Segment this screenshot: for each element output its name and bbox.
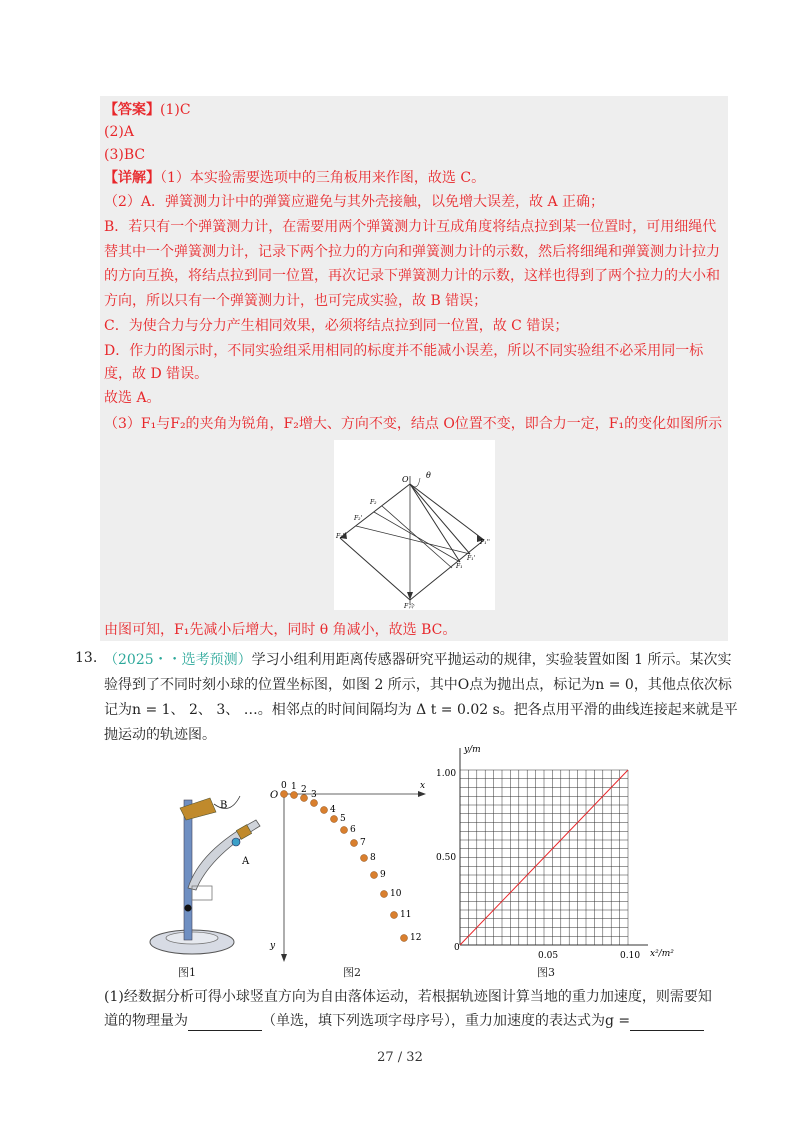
trajectory-point-label: 6 xyxy=(350,825,356,835)
answer-2: (2)A xyxy=(104,124,134,140)
label-a: A xyxy=(242,856,250,867)
y-axis-label: y xyxy=(270,941,276,951)
question-line-3: 记为n = 1、 2、 3、 …。相邻点的时间间隔均为 Δ t = 0.02 s。把各点用平滑的曲线连接起来就是平 xyxy=(104,702,738,718)
force-diagram-svg xyxy=(334,440,495,610)
origin-label: O xyxy=(270,790,279,801)
theta-arc xyxy=(410,478,420,487)
detail-line-1: 【详解】（1）本实验需要选项中的三角板用来作图，故选 C。 xyxy=(104,170,486,186)
trajectory-point xyxy=(381,891,388,898)
figure-row xyxy=(0,740,800,980)
label-f1-double-prime: F₁'' xyxy=(480,539,490,546)
f2-line xyxy=(340,484,410,538)
trajectory-point xyxy=(401,935,408,942)
chart-x-label: x²/m² xyxy=(650,949,674,959)
stand-pole xyxy=(184,800,192,940)
trajectory-point-label: 10 xyxy=(390,889,402,899)
trajectory-point-label: 9 xyxy=(380,870,386,880)
f2-parallel-line xyxy=(410,540,484,600)
label-f1: F₁ xyxy=(456,563,463,570)
force-diagram xyxy=(334,440,495,610)
x-arrow xyxy=(418,791,426,797)
detail-2b2: 替其中一个弹簧测力计，记录下两个拉力的方向和弹簧测力计的示数，然后将细绳和弹簧测力计拉力 xyxy=(104,244,720,260)
fig2-caption: 图2 xyxy=(343,966,361,979)
trajectory-point-label: 0 xyxy=(281,781,287,791)
fig3-caption: 图3 xyxy=(537,966,555,979)
trajectory-point xyxy=(291,792,298,799)
connect-line-3 xyxy=(382,506,452,568)
answer-blank-2[interactable] xyxy=(630,1016,704,1031)
trajectory-point xyxy=(311,800,318,807)
label-b: B xyxy=(220,800,228,811)
label-f-resultant: F合 xyxy=(404,603,415,610)
part1-line-1: (1)经数据分析可得小球竖直方向为自由落体运动，若根据轨迹图计算当地的重力加速度，则需要知 xyxy=(104,989,712,1005)
joint xyxy=(185,905,192,912)
trajectory-point xyxy=(341,827,348,834)
trajectory-point xyxy=(281,791,288,798)
f1-double-prime-line xyxy=(410,484,470,554)
question-line-4: 抛运动的轨迹图。 xyxy=(104,727,216,743)
page-number: 27 / 32 xyxy=(377,1050,423,1065)
label-f2-double-prime: F₂'' xyxy=(336,533,346,540)
detail-2b4: 方向，所以只有一个弹簧测力计，也可完成实验，故 B 错误； xyxy=(104,293,488,309)
trajectory-point xyxy=(331,816,338,823)
detail-2e: 故选 A。 xyxy=(104,390,161,406)
trajectory-point xyxy=(321,807,328,814)
label-f1-prime: F₁' xyxy=(467,555,476,562)
question-line-2: 验得到了不同时刻小球的位置坐标图，如图 2 所示，其中O点为抛出点，标记为n = 0，其他点依次标 xyxy=(104,677,732,693)
label-f2-prime: F₂' xyxy=(354,515,363,522)
f1-parallel-line xyxy=(340,538,410,600)
detail-2d1: D．作力的图示时，不同实验组采用相同的标度并不能减小误差，所以不同实验组不必采用同一标 xyxy=(104,343,704,359)
question-line-1: （2025・・选考预测）学习小组利用距离传感器研究平抛运动的规律，实验装置如图 1 所示。某次实 xyxy=(104,652,732,668)
ball xyxy=(232,838,240,846)
detail-2a: （2）A．弹簧测力计中的弹簧应避免与其外壳接触，以免增大误差，故 A 正确； xyxy=(104,194,605,210)
trajectory-point xyxy=(371,872,378,879)
question-number: 13. xyxy=(75,650,98,666)
trajectory-points xyxy=(281,781,422,943)
answer-line: 【答案】(1)C xyxy=(104,102,191,118)
conclusion: 由图可知，F₁先减小后增大，同时 θ 角减小，故选 BC。 xyxy=(104,622,457,638)
trajectory-point-label: 2 xyxy=(301,785,307,795)
detail-2c: C．为使合力与分力产生相同效果，必须将结点拉到同一位置，故 C 错误； xyxy=(104,318,569,334)
answer-3: (3)BC xyxy=(104,147,146,163)
trajectory-point-label: 7 xyxy=(360,838,366,848)
trajectory-point-label: 4 xyxy=(330,805,336,815)
trajectory-point xyxy=(301,795,308,802)
connect-line-2 xyxy=(356,526,470,554)
y-tick-label: 1.00 xyxy=(436,769,457,779)
trajectory-point-label: 1 xyxy=(291,782,297,792)
trajectory-point-label: 8 xyxy=(370,853,376,863)
label-o: O xyxy=(402,475,409,484)
trajectory-point-label: 5 xyxy=(340,814,346,824)
apparatus-figure xyxy=(140,790,270,970)
x-tick-label: 0.05 xyxy=(538,951,559,961)
x-tick-label: 0.10 xyxy=(620,951,641,961)
y-arrow xyxy=(281,954,287,962)
detail-2b3: 的方向互换，将结点拉到同一位置，再次记录下弹簧测力计的示数，这样也得到了两个拉力的大小和 xyxy=(104,268,720,284)
trajectory-point xyxy=(391,912,398,919)
y-tick-label: 0 xyxy=(454,943,460,953)
trajectory-point-label: 12 xyxy=(410,933,422,943)
trajectory-figure xyxy=(262,778,432,968)
label-f2: F₂ xyxy=(370,499,377,506)
x-axis-label: x xyxy=(420,781,426,791)
detail-3: （3）F₁与F₂的夹角为锐角，F₂增大、方向不变，结点 O位置不变，即合力一定，F₁的变化如图所示 xyxy=(104,416,723,432)
chart-y-label: y/m xyxy=(464,745,481,755)
y-tick-label: 0.50 xyxy=(436,853,457,863)
y-vs-x2-chart xyxy=(428,740,678,970)
answer-blank-1[interactable] xyxy=(188,1016,262,1031)
fig1-caption: 图1 xyxy=(178,966,196,979)
label-theta: θ xyxy=(426,471,431,480)
detail-2b1: B．若只有一个弹簧测力计，在需要用两个弹簧测力计互成角度将结点拉到某一位置时，可用细绳代 xyxy=(104,219,717,235)
part1-line-2: 道的物理量为 （单选，填下列选项字母序号），重力加速度的表达式为g = xyxy=(104,1011,704,1031)
trajectory-point xyxy=(351,840,358,847)
detail-2d2: 度，故 D 错误。 xyxy=(104,366,209,382)
f1-prime-line xyxy=(410,484,460,562)
trajectory-point-label: 11 xyxy=(400,910,412,920)
trajectory-point xyxy=(361,855,368,862)
f1-line xyxy=(410,484,484,540)
trajectory-point-label: 3 xyxy=(311,790,317,800)
